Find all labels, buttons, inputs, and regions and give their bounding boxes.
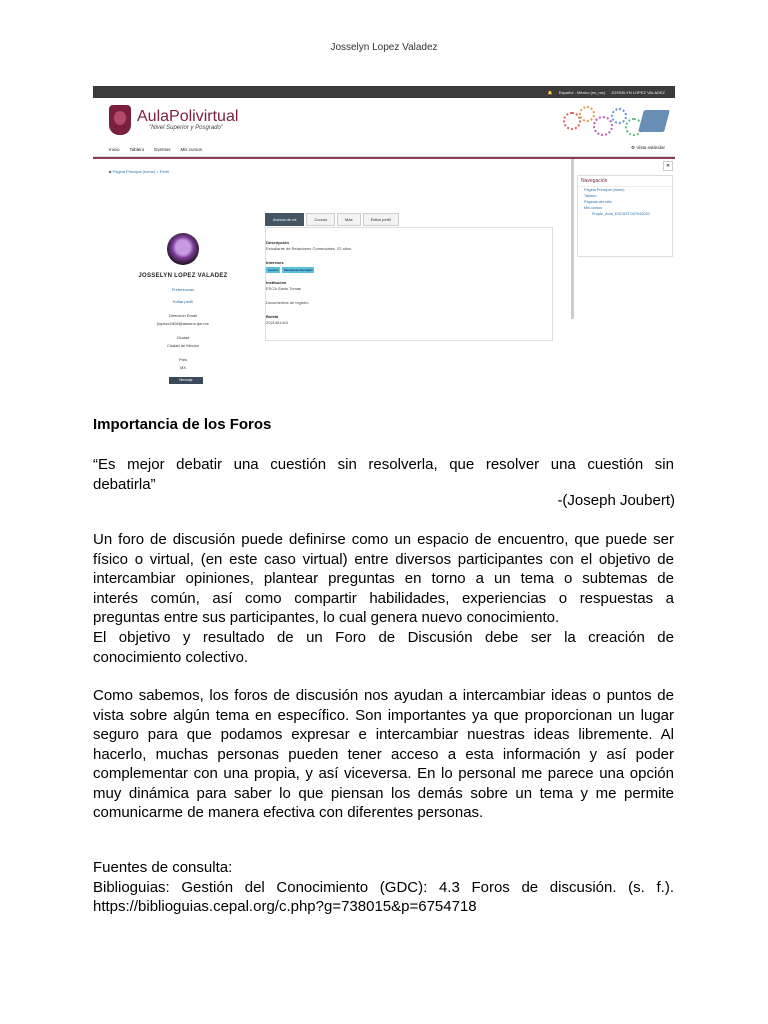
interest-tag[interactable]: Lectura xyxy=(268,268,279,272)
nav-item-tablero[interactable]: Tablero xyxy=(129,146,145,152)
tab-more[interactable]: Más xyxy=(337,213,361,226)
paragraph-3 xyxy=(93,686,674,823)
text-line: Como sabemos, los foros de discusión nos ayudan a intercambiar ideas o puntos de xyxy=(93,687,674,704)
tab-edit-profile[interactable]: Editar perfil xyxy=(363,213,399,226)
folder-icon: ■ xyxy=(109,169,112,174)
logo-subtitle: "Nivel Superior y Posgrado" xyxy=(149,125,223,131)
message-button[interactable]: Mensaje xyxy=(169,377,203,384)
breadcrumb[interactable] xyxy=(109,169,169,174)
edit-profile-link[interactable]: Editar perfil xyxy=(172,299,194,304)
text-line: intercambiar opiniones, plantear preguntas en torno a un tema o subtemas de xyxy=(93,570,674,587)
country-value: MX xyxy=(180,365,186,370)
profile-tabs xyxy=(265,213,399,226)
institution-label: Institución xyxy=(266,280,287,285)
boleta-value: 2021461410 xyxy=(266,320,289,325)
lms-nav xyxy=(93,142,675,157)
paragraph-1 xyxy=(93,530,674,628)
user-menu[interactable]: JOSSELYN LOPEZ VALADEZ xyxy=(611,89,665,95)
interests-label: Intereses xyxy=(266,260,284,265)
gear-icon[interactable]: ⚙ xyxy=(631,145,636,150)
text-line: Un foro de discusión puede definirse como un espacio de encuentro, que puede ser xyxy=(93,531,674,548)
language-selector[interactable]: Español - México (es_mx) xyxy=(558,89,606,95)
quote-line: “Es mejor debatir una cuestión sin resolverla, que resolver una cuestión sin xyxy=(93,456,674,473)
breadcrumb-text: Página Principal (home) > Perfil xyxy=(112,169,169,174)
description-value: Estudiante de Relaciones Comerciales. 22 años. xyxy=(266,246,353,251)
interests-list xyxy=(266,267,316,273)
sources-title: Fuentes de consulta: xyxy=(93,859,233,876)
standard-view-label: Vista estándar xyxy=(636,145,665,150)
sidebar-item-course[interactable]: Propie_Aula_ESCASTO07042020 xyxy=(592,212,650,216)
preferences-link[interactable]: Preferencias xyxy=(171,287,195,292)
navigation-title: Navegación xyxy=(578,176,672,187)
source-url[interactable]: https://biblioguias.cepal.org/c.php?g=738015&p=6754718 xyxy=(93,898,477,915)
section-heading: Importancia de los Foros xyxy=(93,416,272,433)
lms-topbar xyxy=(93,86,675,98)
text-line: vista sobre algún tema en específico. Son importantes ya que proporcionan un lugar xyxy=(93,706,674,724)
tab-courses[interactable]: Cursos xyxy=(306,213,335,226)
sidebar-item-site-pages[interactable]: Páginas del sitio xyxy=(584,200,612,204)
navigation-block xyxy=(577,175,673,257)
paragraph-2 xyxy=(93,628,674,667)
interest-tag[interactable]: Mercadotecnia digital xyxy=(284,268,313,272)
book-icon xyxy=(638,110,670,132)
country-label: País xyxy=(178,357,187,362)
city-value: Ciudad de Mexico xyxy=(166,343,200,348)
close-icon[interactable]: ✕ xyxy=(663,161,673,171)
text-line: físico o virtual, (en este caso virtual) entre diversos participantes con el objetivo de xyxy=(93,550,674,568)
about-card xyxy=(265,227,553,341)
ipn-seal-logo xyxy=(109,105,131,135)
text-line: interés común, así como compartir habilidades, experiencias o respuestas a xyxy=(93,589,674,607)
sources-section xyxy=(93,858,674,917)
standard-view-toggle[interactable] xyxy=(631,145,665,151)
documents-label: Documentos de registro xyxy=(266,300,309,305)
text-line: seguro para que podamos expresar e intercambiar nuestras ideas libremente. Al xyxy=(93,726,674,743)
text-line: complementar con una propia, y así viceversa. En lo personal me parece una opción xyxy=(93,765,674,782)
scrollbar[interactable] xyxy=(571,159,574,319)
text-line: El objetivo y resultado de un Foro de Discusión debe ser la creación de xyxy=(93,629,674,646)
nav-item-eventos[interactable]: Eventos xyxy=(154,146,171,152)
page-header-author: Josselyn Lopez Valadez xyxy=(330,42,438,53)
aula-logo[interactable] xyxy=(137,109,238,131)
brand-row xyxy=(93,98,675,142)
quote-author: -(Joseph Joubert) xyxy=(557,492,675,509)
nav-item-mis-cursos[interactable]: Mis cursos xyxy=(180,146,203,152)
sidebar-item-home[interactable]: Página Principal (home) xyxy=(584,188,625,192)
text-line: muy dinámica para saber lo que piensan los demás sobre un tema y me permite xyxy=(93,784,674,802)
sidebar-item-my-courses[interactable]: Mis cursos xyxy=(584,206,603,210)
nav-item-inicio[interactable]: Inicio xyxy=(109,146,120,152)
text-line: conocimiento colectivo. xyxy=(93,648,249,666)
boleta-label: Boleta xyxy=(266,314,279,319)
lms-screenshot xyxy=(93,86,675,396)
logo-title-b: Polivirtual xyxy=(169,108,239,125)
institution-value: ESCA Santo Tomás xyxy=(266,286,302,291)
text-line: comunicarme de manera efectiva con diferentes personas. xyxy=(93,804,484,821)
gears-illustration xyxy=(559,102,669,140)
text-line: preguntas entre sus participantes, lo cual genera nuevo conocimiento. xyxy=(93,609,560,626)
profile-name: JOSSELYN LOPEZ VALADEZ xyxy=(138,273,228,279)
text-line: hacerlo, muchas personas pueden tener acceso a esta información y así poder xyxy=(93,745,674,763)
tab-about-me[interactable]: Acerca de mi xyxy=(265,213,304,226)
email-label: Dirección Email xyxy=(169,313,197,318)
lms-content xyxy=(93,159,675,395)
avatar xyxy=(167,233,199,265)
description-label: Descripción xyxy=(266,240,289,245)
bell-icon[interactable]: 🔔 xyxy=(547,89,553,95)
city-label: Ciudad xyxy=(176,335,190,340)
quote xyxy=(93,455,674,494)
quote-line: debatirla” xyxy=(93,475,156,493)
logo-title-a: Aula xyxy=(137,108,170,125)
email-value: jlopezv1908@alumno.ipn.mx xyxy=(157,321,209,326)
sidebar-item-tablero[interactable]: Tablero xyxy=(584,194,597,198)
source-citation: Biblioguias: Gestión del Conocimiento (GDC): 4.3 Foros de discusión. (s. f.). xyxy=(93,878,674,896)
